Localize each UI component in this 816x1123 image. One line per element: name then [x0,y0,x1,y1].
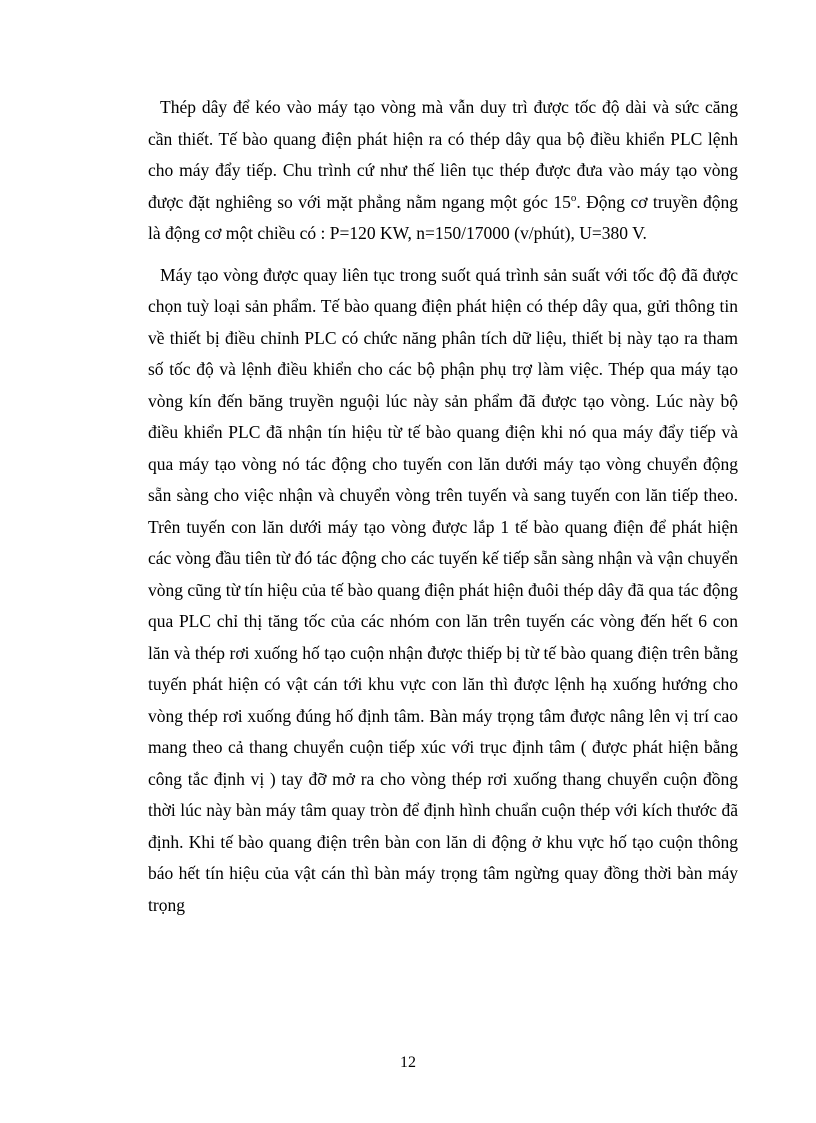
paragraph-2: Máy tạo vòng được quay liên tục trong suốt quá trình sản suất với tốc độ đã được chọn tuỳ loại sản phẩm. Tế bào quang điện phát hiện có thép dây qua, gửi thông tin về thiết bị điều chỉnh PLC có chức năng phân tích dữ liệu, thiết bị này tạo ra tham số tốc độ và lệnh điều khiển cho các bộ phận phụ trợ làm việc. Thép qua máy tạo vòng kín đến băng truyền nguội lúc này sản phẩm đã được tạo vòng. Lúc này bộ điều khiển PLC đã nhận tín hiệu từ tế bào quang điện khi nó qua máy đẩy tiếp và qua máy tạo vòng nó tác động cho tuyến con lăn dưới máy tạo vòng chuyển động sẵn sàng cho việc nhận và chuyển vòng trên tuyến và sang tuyến con lăn tiếp theo. Trên tuyến con lăn dưới máy tạo vòng được lắp 1 tế bào quang điện để phát hiện các vòng đầu tiên từ đó tác động cho các tuyến kế tiếp sẵn sàng nhận và vận chuyển vòng cũng từ tín hiệu của tế bào quang điện phát hiện đuôi thép dây đã qua tác động qua PLC chỉ thị tăng tốc của các nhóm con lăn trên tuyến các vòng đến hết 6 con lăn và thép rơi xuống hố tạo cuộn nhận được thiếp bị từ tế bào quang điện trên bằng tuyến phát hiện có vật cán tới khu vực con lăn thì được lệnh hạ xuống hướng cho vòng thép rơi xuống đúng hố định tâm. Bàn máy trọng tâm được nâng lên vị trí cao mang theo cả thang chuyển cuộn tiếp xúc với trục định tâm ( được phát hiện bằng công tắc định vị ) tay đỡ mở ra cho vòng thép rơi xuống thang chuyển cuộn đồng thời lúc này bàn máy tâm quay tròn để định hình chuẩn cuộn thép với kích thước đã định. Khi tế bào quang điện trên bàn con lăn di động ở khu vực hố tạo cuộn thông báo hết tín hiệu của vật cán thì bàn máy trọng tâm ngừng quay đồng thời bàn máy trọng [148,264,738,915]
page-number: 12 [400,1054,416,1071]
paragraph-1 [148,92,738,250]
paragraph-1-text-end: . Động cơ truyền động là động cơ một chiều có : P=120 KW, n=150/17000 (v/phút), U=380 V. [148,191,738,243]
paragraph-1-text: Thép dây để kéo vào máy tạo vòng mà vẫn duy trì được tốc độ dài và sức căng cần thiết. Tế bào quang điện phát hiện ra có thép dây qua bộ điều khiển PLC lệnh cho máy đẩy tiếp. Chu trình cứ như thế liên tục thép được đưa vào máy tạo vòng được đặt nghiêng so với mặt phẳng nằm ngang một góc 15 [148,97,738,212]
document-body [148,92,738,921]
degree-superscript: o [570,191,577,204]
